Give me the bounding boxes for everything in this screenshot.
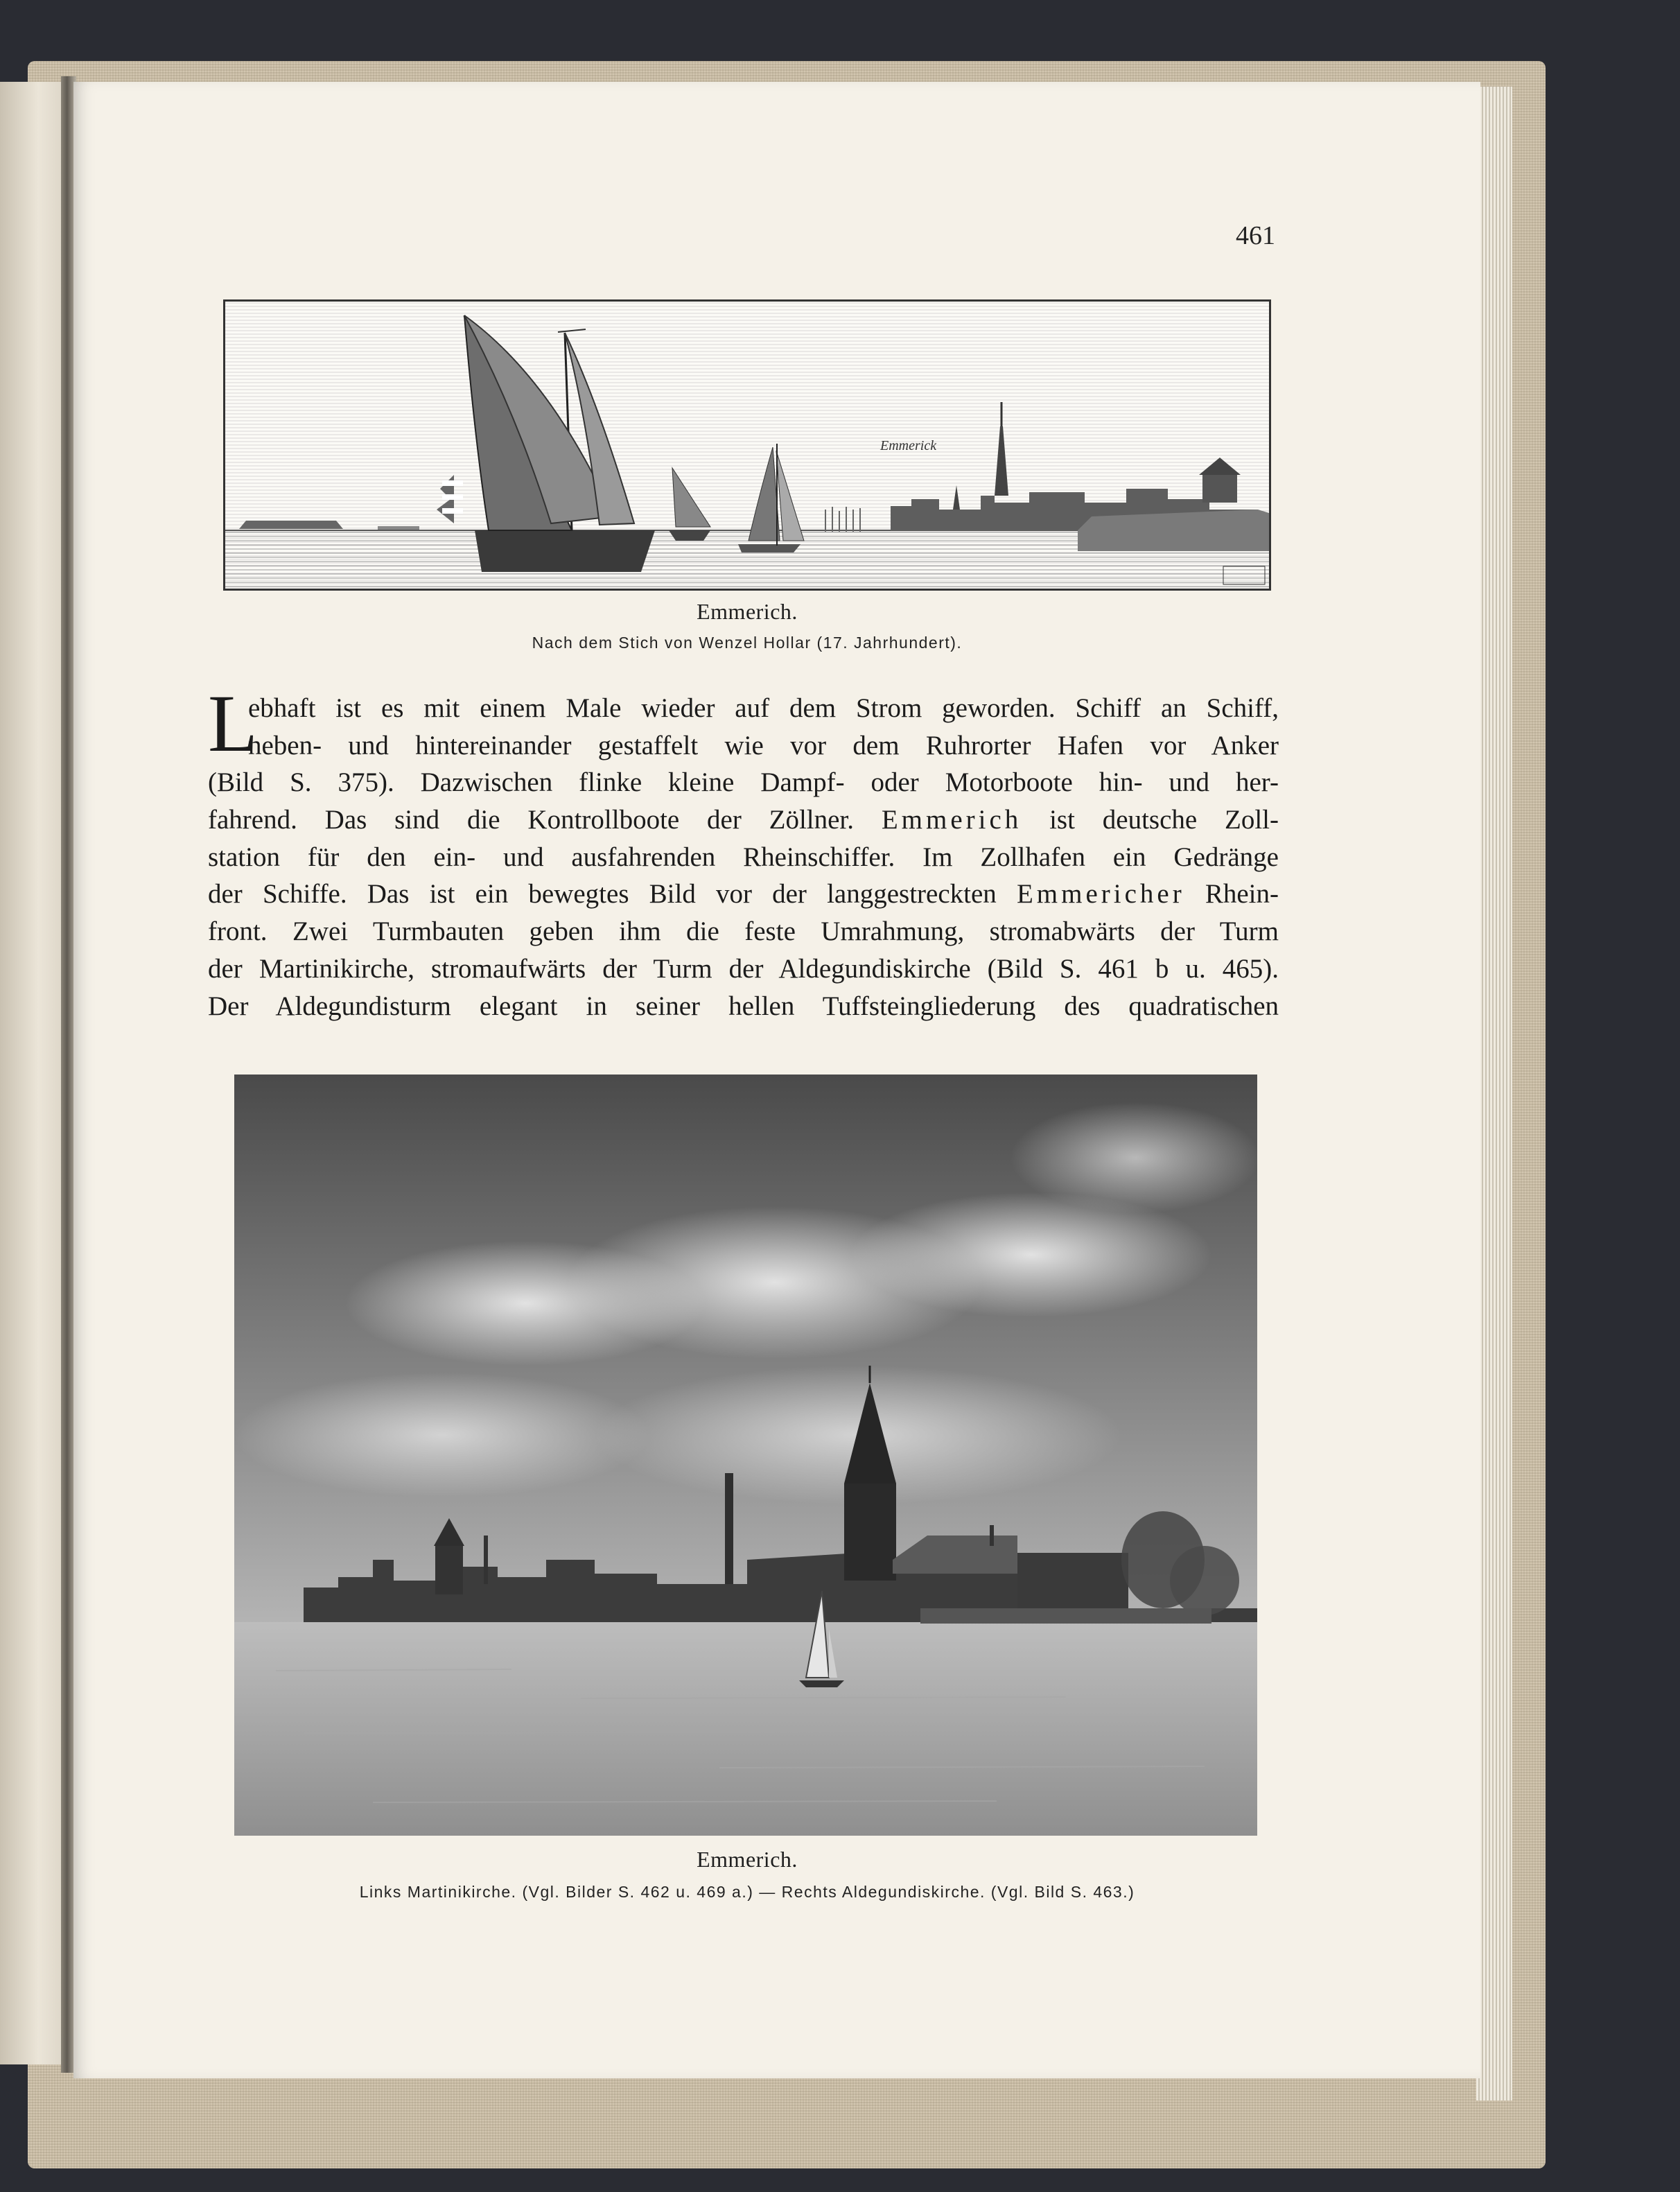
text-line: (Bild S. 375). Dazwischen flinke kleine Dampf- oder Motorboote hin- und her- [208, 767, 1279, 798]
text-segment: fahrend. Das sind die Kontrollboote der Zöllner. [208, 805, 855, 835]
text-line: station für den ein- und ausfahrenden Rheinschiffer. Im Zollhafen ein Gedränge [208, 842, 1279, 872]
text-line: ebhaft ist es mit einem Male wieder auf dem Strom geworden. Schiff an Schiff, [248, 693, 1279, 723]
photograph-emmerich [234, 1075, 1257, 1836]
figure-top-caption-title: Emmerich. [697, 599, 798, 624]
page-number: 461 [1236, 221, 1275, 250]
drop-cap: L [208, 678, 259, 769]
place-name-spaced: Emmerich [881, 805, 1022, 835]
text-segment: der Schiffe. Das ist ein bewegtes Bild vor der langgestreckten [208, 879, 997, 910]
body-paragraph [208, 690, 1279, 1025]
text-segment: Rhein- [1205, 879, 1279, 910]
page-block-edges [1476, 87, 1512, 2100]
engraving-town-label: Emmerick [880, 438, 937, 453]
figure-top-caption-subtitle: Nach dem Stich von Wenzel Hollar (17. Jahrhundert). [532, 634, 963, 652]
text-line: front. Zwei Turmbauten geben ihm die feste Umrahmung, stromabwärts der Turm [208, 916, 1279, 947]
place-name-spaced: Emmericher [1016, 879, 1185, 910]
text-line [208, 876, 1279, 913]
figure-bottom-caption-subtitle: Links Martinikirche. (Vgl. Bilder S. 462 u. 469 a.) — Rechts Aldegundiskirche. (Vgl. Bild S. 463.) [359, 1883, 1135, 1901]
left-page-edge [0, 82, 64, 2064]
text-line [208, 801, 1279, 839]
text-segment: ist deutsche Zoll- [1049, 805, 1279, 835]
text-line: der Martinikirche, stromaufwärts der Turm der Aldegundiskirche (Bild S. 461 b u. 465). [208, 953, 1279, 984]
figure-bottom-caption-title: Emmerich. [697, 1847, 798, 1872]
text-line: neben- und hintereinander gestaffelt wie vor dem Ruhrorter Hafen vor Anker [248, 730, 1279, 760]
engraving-illustration [223, 299, 1271, 591]
text-line: Der Aldegundisturm elegant in seiner hellen Tuffsteingliederung des quadratischen [208, 991, 1279, 1021]
